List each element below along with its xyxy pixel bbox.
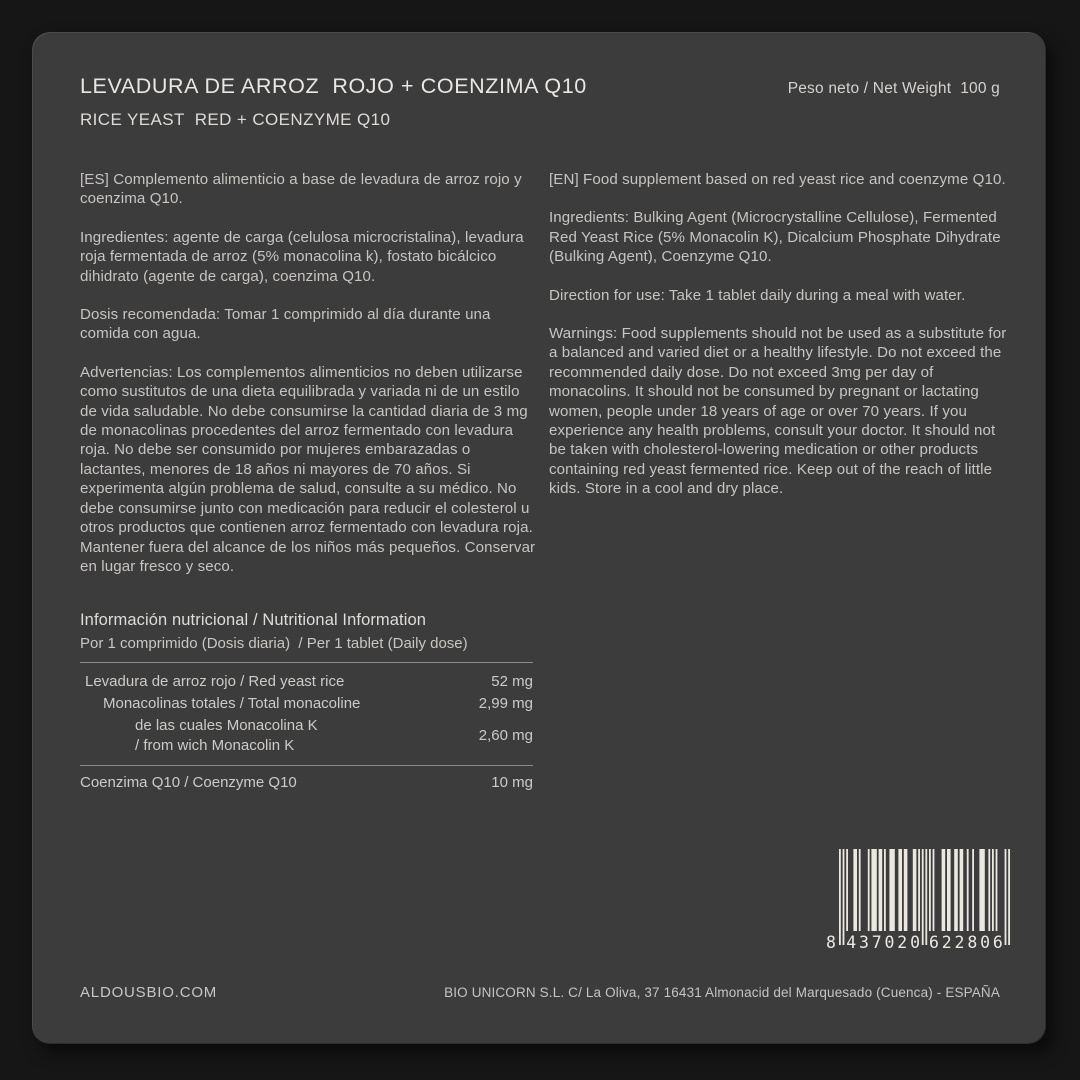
barcode-image: [826, 849, 1012, 951]
nutrient-name: Monacolinas totales / Total monacoline: [103, 695, 361, 712]
nutrient-name-line1: de las cuales Monacolina K: [135, 717, 318, 734]
es-warnings: Advertencias: Los complementos alimenticios no deben utilizarse como sustitutos de una dieta equilibrada y variada ni de un estilo de vida saludable. No debe consumirse la cantidad diaria de 3 mg de monacolinas procedentes del arroz fermentado con levadura roja. No debe ser consumido por mujeres embarazadas o lactantes, menores de 18 años ni mayores de 70 años. Si experimenta algún problema de salud, consulte a su médico. No debe consumirse junto con medicación para reducir el colesterol u otros productos que contienen arroz fermentado con levadura roja. Mantener fuera del alcance de los niños más pequeños. Conservar en lugar fresco y seco.: [80, 363, 536, 575]
svg-text:437020: 437020: [846, 933, 920, 952]
table-rule-mid: [80, 765, 533, 766]
product-title-english: RICE YEAST RED + COENZYME Q10: [80, 110, 391, 129]
spanish-text-column: [80, 170, 536, 576]
es-description: [ES] Complemento alimenticio a base de levadura de arroz rojo y coenzima Q10.: [80, 171, 522, 208]
product-label-panel: [32, 32, 1046, 1044]
nutrition-row-total-monacoline: [80, 693, 533, 715]
es-dosage: Dosis recomendada: Tomar 1 comprimido al día durante una comida con agua.: [80, 306, 491, 343]
es-ingredients: Ingredientes: agente de carga (celulosa microcristalina), levadura roja fermentada de arroz (5% monacolina k), fostato bicálcico dihidrato (agente de carga), coenzima Q10.: [80, 228, 524, 285]
net-weight: Peso neto / Net Weight 100 g: [787, 80, 1000, 97]
nutrition-row-coenzyme-q10: [80, 772, 533, 794]
en-warnings: Warnings: Food supplements should not be used as a substitute for a balanced and varied diet or a healthy lifestyle. Do not exceed the recommended daily dose. Do not exceed 3mg per day of monacolins. It should not be consumed by pregnant or lactating women, people under 18 years of age or over 70 years. If you experience any health problems, consult your doctor. It should not be taken with cholesterol-lowering medication or other products containing red yeast fermented rice. Keep out of the reach of little kids. Store in a cool and dry place.: [549, 325, 1007, 498]
footer-row: [80, 984, 1000, 1001]
company-address: BIO UNICORN S.L. C/ La Oliva, 37 16431 Almonacid del Marquesado (Cuenca) - ESPAÑA: [444, 985, 1000, 1000]
nutrient-name: Coenzima Q10 / Coenzyme Q10: [80, 774, 297, 791]
nutrient-value: 52 mg: [491, 673, 533, 690]
english-text-column: [549, 170, 1011, 499]
product-title-spanish: LEVADURA DE ARROZ ROJO + COENZIMA Q10: [80, 74, 587, 98]
en-ingredients: Ingredients: Bulking Agent (Microcrystalline Cellulose), Fermented Red Yeast Rice (5% Monacolin K), Dicalcium Phosphate Dihydrate (Bulking Agent), Coenzyme Q10.: [549, 209, 1001, 266]
nutrition-section: [80, 609, 533, 794]
svg-text:8: 8: [826, 933, 836, 952]
ean13-barcode: [826, 849, 1012, 951]
nutrition-heading: Información nutricional / Nutritional Information: [80, 611, 427, 629]
en-description: [EN] Food supplement based on red yeast rice and coenzyme Q10.: [549, 171, 1006, 188]
nutrient-name: Levadura de arroz rojo / Red yeast rice: [85, 673, 345, 690]
website-url: ALDOUSBIO.COM: [80, 984, 218, 1001]
nutrient-value: 10 mg: [491, 774, 533, 791]
nutrient-name: [80, 716, 318, 756]
nutrition-row-red-yeast-rice: [80, 671, 533, 693]
header-row: [80, 72, 1000, 100]
nutrient-name-line2: / from wich Monacolin K: [135, 737, 295, 754]
nutrition-subheading: Por 1 comprimido (Dosis diaria) / Per 1 tablet (Daily dose): [80, 635, 468, 652]
nutrient-value: 2,60 mg: [478, 727, 533, 744]
svg-text:622806: 622806: [929, 933, 1003, 952]
table-rule-top: [80, 662, 533, 663]
en-dosage: Direction for use: Take 1 tablet daily during a meal with water.: [549, 286, 966, 304]
nutrition-row-monacolin-k: [80, 715, 533, 757]
nutrient-value: 2,99 mg: [478, 695, 533, 712]
